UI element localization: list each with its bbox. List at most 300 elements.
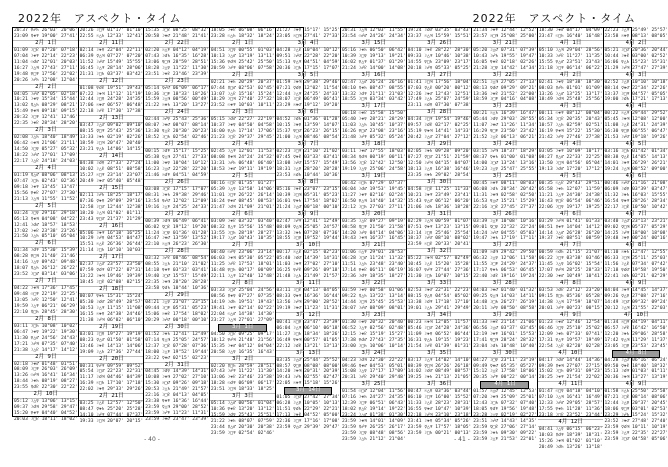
- date-header: 3月 18日: [341, 141, 406, 149]
- aspect-entry: 11:21 ☽△♆ 24°30' 24°38': [538, 192, 603, 198]
- aspect-entry: 04:38 ☽☌♀ 27°33' 27°24': [79, 161, 144, 167]
- aspect-entry: 15:30 ☉□♂ 09°26' 09°18': [145, 381, 209, 387]
- aspect-entry: 19:19 ☽⚹♂ 11°23' 11°31': [276, 305, 341, 311]
- aspect-entry: 02:44 ☽☍♀ 25°43' 25°36': [145, 117, 209, 123]
- aspect-entry: 17:31 ♀△♆ 19°57' 19°49': [538, 337, 603, 343]
- aspect-entry: 22:17 ☽□♇ 10°50' 10°42': [604, 204, 668, 210]
- aspect-entry: 13:46 ☽⚹♇ 14°13' 14°06': [79, 343, 144, 349]
- aspect-entry: 05:45 ☽⚹♃ 12°08' 12°00': [604, 117, 668, 123]
- aspect-entry: 07:51 ☿⚹♆ 13°23' 13°15': [407, 224, 472, 230]
- table-column: [79, 28, 145, 425]
- aspect-entry: 23:51 ☽☍♂ 14°43' 14°35': [473, 419, 537, 425]
- aspect-entry: 14:24 ☽☍♂ 04°55' 05°03': [473, 230, 537, 236]
- aspect-entry: 18:13 ☽△♀ 16°38' 16°46': [407, 166, 472, 172]
- date-header: 2月 20日: [79, 356, 144, 364]
- aspect-entry: 23:51 ☽⚹♇ 23°46' 23°39': [145, 71, 209, 77]
- aspect-entry: 22:36 ☽□♆ 17°16' 17°08': [276, 419, 341, 425]
- aspect-entry: 14:50 ☽□♀ 05°27' 05°32': [14, 147, 78, 153]
- aspect-entry: 18:02 ♀△♇ 19°14' 19°22': [342, 407, 406, 413]
- aspect-entry: 02:52 ☽△♀ 10°10' 10°18': [604, 79, 668, 85]
- aspect-entry: 23:58 ☿☌♄ 10°44' 10°36': [145, 286, 209, 292]
- aspect-entry: 20:42 ☽△♂ 27°04' 27°12': [407, 135, 472, 141]
- date-header: 2月 3日: [210, 109, 275, 117]
- aspect-entry: 11:32 ☽⚹♄ 16°03' 15°55': [604, 192, 668, 198]
- aspect-entry: 23:29 ☽☍♄ 15°24' 15°32': [604, 413, 668, 419]
- aspect-entry: 04:34 ☽□♆ 19°54' 19°46': [407, 117, 472, 123]
- aspect-entry: 07:43 ☽☍♆ 11°22' 11°30': [210, 369, 275, 375]
- aspect-entry: 04:21 ☽△♀ 23°07' 23°15': [145, 299, 209, 305]
- aspect-entry: 21:48 ☽☍♆ 05°32' 05°24': [342, 135, 406, 141]
- aspect-entry: 19:40 ☽□♂ 15°57' 15°49': [145, 274, 209, 280]
- date-header: 3月 5日: [276, 72, 341, 80]
- table-column: [210, 28, 276, 436]
- aspect-entry: 00:18 ☉⚹♇ 15°58' 15°50': [342, 111, 406, 117]
- aspect-entry: 11:55 ☽□♆ 24°29' 24°37': [473, 262, 537, 268]
- aspect-entry: 06:09 ☽☌♀ 03°39' 03°47': [604, 186, 668, 192]
- aspect-entry: 06:47 ☽⚹♀ 19°22' 19°30': [14, 329, 78, 335]
- aspect-entry: 23:00 ☽□♄ 10°06' 10°14': [342, 343, 406, 349]
- aspect-entry: 23:37 ☉△♃ 15°59' 15°51': [407, 33, 472, 39]
- aspect-entry: 06:39 ☿△♃ 07°27' 07°20': [79, 53, 144, 59]
- aspect-entry: 15:13 ♀△♆ 04°51' 04°59': [276, 59, 341, 65]
- aspect-entry: 06:33 ☽□♃ 25°11' 25°03': [604, 256, 668, 262]
- aspect-entry: 10:37 ☽⚹♀ 04°50' 04°58': [210, 123, 275, 129]
- aspect-entry: 09:49 ☿⚹♂ 05°35' 05°27': [473, 363, 537, 369]
- aspect-entry: 13:37 ☽□♆ 04°57' 05°05': [604, 91, 668, 97]
- aspect-entry: 18:59 ☽□♆ 04°16' 04°08': [473, 97, 537, 103]
- aspect-entry: 01:06 ☉△♆ 29°01' 28°53': [342, 250, 406, 256]
- aspect-entry: 01:47 ☉□♀ 04°18' 04°10': [538, 389, 603, 395]
- aspect-entry: 00:46 ☉☍♂ 21°16' 21°08': [604, 180, 668, 186]
- aspect-entry: 17:02 ☽⚹♇ 23°38' 23°26': [14, 228, 78, 234]
- aspect-entry: 23:52 ☽□♂ 03°14' 03°06': [14, 272, 78, 278]
- aspect-entry: 00:07 ♀⚹♄ 15°31' 15°24': [79, 294, 144, 300]
- aspect-entry: 22:10 ☉△♃ 26°23' 26°30': [145, 242, 209, 248]
- aspect-entry: 14:02 ☽☌♂ 08°49' 08°57': [407, 369, 472, 375]
- aspect-entry: 07:16 ☽⚹♄ 24°27' 24°35': [342, 395, 406, 401]
- aspect-entry: 20:36 ☽□♄ 17°15' 17°07': [276, 65, 341, 71]
- aspect-entry: 23:59 ☽☍♆ 11°23' 11°31': [145, 411, 209, 417]
- aspect-entry: 12:37 ☽□♇ 07°28' 07°36': [145, 343, 209, 349]
- aspect-entry: 04:28 ☽△♇ 10°04' 10°12': [276, 47, 341, 53]
- aspect-entry: 23:59 ☽△♄ 21°12' 21°04': [342, 436, 406, 442]
- aspect-entry: 01:41 ☽□♃ 17°56' 18°04': [407, 79, 472, 85]
- aspect-entry: 13:32 ☽⚹♄ 07°28' 07°36': [276, 230, 341, 236]
- aspect-entry: 03:17 ☽△♆ 14°02' 14°10': [407, 357, 472, 363]
- aspect-entry: 20:32 ☽□♆ 12°41' 12°46': [14, 115, 78, 121]
- aspect-entry: 18:22 ☽☍♂ 17°01' 17°09': [14, 153, 78, 159]
- aspect-entry: 01:34 ☉□♆ 04°19' 04°11': [604, 319, 668, 325]
- aspect-entry: 18:30 ☽⚹♂ 04°17' 04°09': [538, 28, 603, 33]
- aspect-entry: 12:58 ☽□♂ 12°44' 12°38': [79, 204, 144, 210]
- aspect-entry: 09:37 ☽☌♃ 29°58' 29°47': [14, 405, 78, 411]
- aspect-entry: 17:21 ☽☍♃ 07°35' 07°40': [14, 341, 78, 347]
- date-header: 2月 2日: [13, 84, 78, 92]
- aspect-entry: 15:49 ♀⚹♃ 09°18' 09°15': [14, 109, 78, 115]
- aspect-entry: 17:06 ☉⚹♂ 06°57' 06°48': [79, 103, 144, 109]
- date-header: 2月 24日: [144, 109, 209, 117]
- date-header: 2月 14日: [79, 153, 144, 161]
- aspect-entry: 14:44 ☽□♃ 25°45' 25°53': [342, 299, 406, 305]
- aspect-entry: 06:57 ☽☍♇ 16°42' 16°50': [604, 325, 668, 331]
- aspect-entry: 10:53 ☽△♆ 11°15' 11°08': [79, 305, 144, 311]
- aspect-entry: 23:59 ☿△♃ 29°00' 28°52': [145, 405, 209, 411]
- aspect-entry: 22:54 ☽△♇ 02°20' 02°28': [538, 343, 603, 349]
- aspect-entry: 16:05 ♀⚹♇ 02°18' 02°26': [473, 59, 537, 65]
- date-header: 3月 21日: [472, 40, 537, 48]
- aspect-entry: 02:23 ☽□♆ 21°10' 21°02': [276, 149, 341, 155]
- aspect-entry: 12:19 ☽⚹♆ 16°01' 15°53': [473, 331, 537, 337]
- aspect-entry: 10:03 ☿☌♆ 18°39' 18°31': [538, 433, 603, 438]
- aspect-entry: 13:33 ☽⚹♄ 02°19' 02°26': [79, 135, 144, 141]
- aspect-entry: 08:15 ☿□♆ 25°43' 25°36': [79, 129, 144, 135]
- aspect-entry: 05:44 ☽☌♀ 29°03' 28°55': [473, 117, 537, 123]
- aspect-entry: 15:19 ♀⚹♃ 14°41' 14°33': [407, 129, 472, 135]
- aspect-entry: 08:37 ☿⚹♄ 01°00' 01°08': [473, 155, 537, 161]
- aspect-entry: 23:35 ☉⚹♄ 29°02' 28°54': [407, 172, 472, 178]
- aspect-entry: 03:16 ☽□♄ 01°42' 01°34': [604, 149, 668, 155]
- aspect-entry: 02:47 ☽△♂ 26°24' 26°16': [342, 79, 406, 85]
- aspect-entry: 09:26 ☿△♀ 27°08' 27°16': [604, 294, 668, 300]
- aspect-entry: 20:01 ☽☍♆ 00°23' 00°15': [538, 305, 603, 311]
- aspect-entry: 01:52 ☽⚹♄ 12°41' 12°49': [145, 331, 209, 337]
- date-header: 3月 2日: [210, 356, 275, 364]
- aspect-entry: 10:43 ☽☍♄ 19°55' 19°47': [473, 53, 537, 59]
- aspect-entry: 21:06 ☽☌♄ 18°36' 18°28': [407, 204, 472, 210]
- aspect-entry: 11:25 ☽☍♇ 17°53' 18°01': [210, 262, 275, 268]
- aspect-entry: 20:53 ☽△♄ 21°49' 21°57': [145, 387, 209, 393]
- aspect-entry: 06:56 ☽△♂ 03°37' 03°45': [473, 325, 537, 331]
- aspect-entry: 14:55 ♀□♄ 23°09' 23°17': [407, 59, 472, 65]
- date-header: 3月 32日: [407, 248, 472, 256]
- aspect-entry: 12:44 ☽△♆ 24°25' 24°33': [276, 91, 341, 97]
- date-header: 2月 7日: [210, 242, 275, 250]
- aspect-entry: 15:36 ♀☌♃ 25°42' 25°50': [210, 59, 275, 65]
- aspect-entry: 04:10 ☽⚹♇ 28°22' 28°30': [407, 47, 472, 53]
- aspect-entry: 05:10 ☽△♃ 29°04' 28°56': [538, 47, 603, 53]
- aspect-entry: 19:09 ☽△♄ 27°36' 27°44': [79, 349, 144, 355]
- date-header: 3月 9日: [276, 211, 341, 219]
- aspect-entry: 18:20 ☽△♃ 01°02' 01°11': [79, 210, 144, 216]
- aspect-entry: 18:29 ☽□♃ 27°40' 27°32': [210, 97, 275, 103]
- aspect-entry: 14:49 ☽□♂ 09°32' 09°24': [604, 299, 668, 305]
- aspect-entry: 16:26 ♀□♂ 23°08' 23°16': [342, 129, 406, 135]
- aspect-entry: 07:22 ☽⚹♃ 11°12' 11°19': [79, 91, 144, 97]
- table-column: [407, 28, 473, 436]
- aspect-entry: 02:20 ☿□♄ 28°59' 28°51': [210, 363, 275, 369]
- aspect-entry: 10:13 ☽△♂ 13°19' 13°11': [210, 53, 275, 59]
- date-header: 2月 17日: [79, 254, 144, 262]
- right-page: [340, 0, 668, 467]
- aspect-entry: 09:01 ☿□♀ 22°32' 22°24': [473, 224, 537, 230]
- aspect-entry: 16:55 ♀⚹♂ 10°47' 10°39': [407, 407, 472, 413]
- date-header: 3月 21日: [341, 242, 406, 250]
- aspect-entry: 02:29 ☽△♃ 00°59' 01°07': [407, 218, 472, 224]
- aspect-entry: 19:24 ☽☌♂ 03°35' 03°43': [407, 28, 472, 33]
- aspect-entry: 17:49 ☽△♄ 25°07' 24°59': [407, 97, 472, 103]
- aspect-entry: 07:36 ☿⚹♀ 29°09' 29°16': [79, 198, 144, 204]
- date-header: 3月 24日: [341, 350, 406, 358]
- aspect-entry: 15:12 ☽△♇ 17°58' 18°06': [473, 369, 537, 375]
- date-header: 4月 11日: [538, 381, 603, 389]
- aspect-entry: 23:05 ☉□♃ 27°41' 27°33': [276, 33, 341, 39]
- aspect-entry: 19:48 ☽⚹♀ 00°24' 00°16': [604, 236, 668, 242]
- aspect-entry: 01:05 ☽□♂ 27°42' 27°34': [276, 395, 341, 401]
- aspect-entry: 06:08 ☽☌♄ 20°34' 20°42': [473, 186, 537, 192]
- aspect-entry: 14:20 ☽⚹♃ 20°31' 20°39': [276, 369, 341, 375]
- date-header: 4月 8日: [612, 350, 661, 358]
- date-header: 3月 25日: [341, 381, 406, 389]
- aspect-entry: 03:11 ☽□♄ 10°08' 10°02': [14, 323, 78, 329]
- date-header: 2月 27日: [144, 211, 209, 219]
- date-header: 3月 22日: [472, 72, 537, 80]
- aspect-entry: 12:09 ☽⚹♄ 07°33' 07°41': [538, 331, 603, 337]
- aspect-entry: 22:35 ☽⚹♇ 28°34' 28°20': [14, 121, 78, 127]
- aspect-entry: 02:18 ☽⚹♂ 01°48' 01°51': [14, 361, 78, 367]
- aspect-entry: 19:13 ☽☌♂ 17°20' 17°12': [538, 166, 603, 172]
- date-header: 2月 6日: [210, 211, 275, 219]
- aspect-entry: 23:44 ☿△♂ 20°30' 20°38': [210, 425, 275, 431]
- aspect-entry: 21:18 ☽□♆ 06°14' 06°22': [538, 65, 603, 71]
- aspect-entry: 23:52 ☉⚹♆ 10°03' 10°11': [210, 103, 275, 109]
- aspect-entry: 05:15 ☽☌♂ 22°27' 22°19': [210, 117, 275, 123]
- aspect-entry: 18:06 ♀□♆ 03°01' 02°53': [604, 407, 668, 413]
- aspect-entry: 10:29 ☽☍♀ 04°53' 04°47': [79, 236, 144, 242]
- aspect-entry: 09:18 ☽⚹♆ 13°45' 13°47': [14, 184, 78, 190]
- aspect-entry: 01:58 ☉△♄ 25°50' 25°58': [604, 389, 668, 395]
- aspect-entry: 20:07 ☽☍♂ 08°09' 08°01': [342, 305, 406, 311]
- aspect-entry: 00:45 ☉⚹♆ 08°11' 08°03': [473, 180, 537, 186]
- aspect-entry: 19:59 ☽△♆ 06°21' 06°29': [14, 303, 78, 309]
- aspect-entry: 14:16 ☽△♀ 09°42' 09°48': [14, 260, 78, 266]
- aspect-entry: 23:59 ☽□♀ 08°48' 08°56': [342, 431, 406, 436]
- aspect-entry: 13:55 ☽□♄ 28°19' 28°27': [210, 230, 275, 236]
- aspect-entry: 16:27 ☽△♃ 27°43' 27°11': [14, 65, 78, 71]
- date-header: 3月 12日: [276, 312, 341, 320]
- aspect-entry: 10:21 ☽⚹♆ 23°49' 23°41': [407, 192, 472, 198]
- aspect-entry: 07:03 ☿△♇ 00°20' 00°12': [407, 85, 472, 91]
- date-header: 2月 11日: [79, 40, 144, 48]
- aspect-entry: 08:13 ☿☌♂ 09°29' 09°21': [473, 85, 537, 91]
- date-header: 2月 16日: [79, 223, 144, 231]
- date-header: 2月 6日: [13, 240, 78, 248]
- aspect-entry: 13:38 ☽☌♆ 17°18' 17°10': [407, 299, 472, 305]
- aspect-entry: 05:22 ☽⚹♃ 02°57' 02°49': [407, 256, 472, 262]
- aspect-entry: 00:42 ☉□♄ 07°29' 07°37': [342, 180, 406, 186]
- aspect-entry: 22:18 ☽☍♃ 23°10' 23°18': [407, 413, 472, 419]
- aspect-entry: 10:12 ♀☍♃ 21°48' 21°56': [210, 337, 275, 343]
- aspect-entry: 15:51 ☉△♇ 26°36' 26°44': [79, 242, 144, 248]
- aspect-entry: 17:07 ♀☍♃ 28°25' 28°33': [538, 268, 603, 274]
- aspect-entry: 08:09 ☿△♃ 25°05' 24°57': [276, 224, 341, 230]
- aspect-entry: 22:16 ☽□♇ 04°13' 04°05': [145, 393, 209, 399]
- aspect-entry: 10:45 ☽△♇ 15°20' 15°28': [407, 262, 472, 268]
- aspect-entry: 17:18 ♀☌♂ 19°58' 19°50': [604, 268, 668, 274]
- date-header: 3月 30日: [472, 350, 537, 358]
- aspect-entry: 08:31 ☽⚹♄ 29°38' 29°46': [145, 192, 209, 198]
- aspect-entry: 11:09 ☽⚹♀ 06°52' 06°44': [407, 331, 472, 337]
- aspect-entry: 23:59 ☿△♆ 17°57' 18°05': [407, 425, 472, 431]
- aspect-entry: 15:59 ☽△♃ 00°56' 00°49': [145, 97, 209, 103]
- aspect-entry: 14:25 ☽☍♆ 18°00' 18°08': [604, 230, 668, 236]
- table-column: [13, 28, 79, 423]
- aspect-entry: 05:40 ☽⚹♀ 28°21' 28°29': [342, 117, 406, 123]
- aspect-entry: 23:53 ☉☌♄ 10°44' 10°36': [276, 172, 341, 178]
- aspect-entry: 23:04 ☽☌♄ 10°48' 10°40': [473, 343, 537, 349]
- aspect-entry: 08:57 ☿□♀ 08°08' 08°00': [276, 363, 341, 369]
- aspect-entry: 10:15 ☽⚹♀ 13°59' 14°07': [276, 123, 341, 129]
- aspect-entry: 20:11 ☽☍♀ 08°50' 08°58': [473, 305, 537, 311]
- aspect-entry: 01:57 ☉△♂ 12°45' 12°53': [473, 389, 537, 395]
- aspect-entry: 03:09 ☽⚹♇ 03°32' 03°40': [210, 218, 275, 224]
- aspect-entry: 21:38 ☽☍♃ 06°02' 06°10': [79, 317, 144, 323]
- aspect-entry: 23:59 ☿△♂ 29°39' 29°47': [276, 425, 341, 431]
- aspect-entry: 05:20 ☽△♂ 07°31' 07°39': [473, 47, 537, 53]
- aspect-entry: 05:46 ☽□♂ 24°28' 24°36': [407, 325, 472, 331]
- date-header: 4月 7日: [604, 211, 668, 219]
- aspect-entry: 23:57 ☉□♃ 25°08' 25°00': [473, 33, 537, 39]
- aspect-entry: 20:31 ☽△♃ 12°03' 11°55': [342, 28, 406, 33]
- aspect-entry: 13:26 ☉☍♃ 16°41' 16°34': [14, 373, 78, 379]
- aspect-entry: 06:52 ☽△♆ 02°56' 02°48': [342, 325, 406, 331]
- aspect-entry: 21:53 ☽☍♂ 19°18' 19°26': [604, 135, 668, 141]
- date-header: 2月 31日: [144, 362, 209, 370]
- aspect-entry: 02:51 ☽△♃ 27°05' 27°13': [473, 79, 537, 85]
- aspect-entry: 17:55 ♀⚹♄ 11°28' 11°36': [538, 407, 603, 413]
- aspect-entry: 11:17 ☽☌♃ 04°46' 04°39': [79, 375, 144, 381]
- date-header: 3月 26日: [407, 40, 472, 48]
- aspect-entry: 12:41 ☽☌♂ 18°57' 18°53': [14, 222, 78, 228]
- aspect-entry: 17:13 ☽⚹♇ 04°52' 05°00': [276, 413, 341, 419]
- aspect-entry: 10:39 ☽□♃ 05°31' 05°23': [276, 192, 341, 198]
- aspect-entry: 11:01 ☽□♆ 26°22' 26°14': [210, 192, 275, 198]
- aspect-entry: 00:35 ☉△♇ 29°43' 29°51': [538, 180, 603, 186]
- aspect-entry: 23:59 ☿☌♃ 10°11' 10°19': [604, 425, 668, 431]
- aspect-entry: 22:18 ☽☍♇ 17°30' 17°38': [79, 109, 144, 115]
- aspect-entry: 14:20 ☽☍♀ 04°14' 04°06': [342, 230, 406, 236]
- aspect-entry: 20:36 ☽⚹♃ 13°27' 13°19': [604, 375, 668, 381]
- aspect-entry: 22:41 ☽☌♄ 02°21' 02°29': [604, 274, 668, 280]
- aspect-entry: 07:47 ☽□♄ 02°43' 02°36': [14, 178, 78, 184]
- page-title: 2022年 アスペクト・タイム: [472, 12, 636, 25]
- aspect-entry: 23:05 ☽□♀ 23°53' 23°45': [604, 343, 668, 349]
- aspect-entry: 18:49 ☽☌♃ 25°48' 25°56': [538, 97, 603, 103]
- aspect-entry: 23:52 ☽⚹♂ 27°48' 27°40': [604, 419, 668, 425]
- date-header: 3月 28日: [407, 109, 472, 117]
- aspect-entry: 07:21 ☽□♇ 08°14' 08°06': [604, 395, 668, 401]
- aspect-entry: 06:28 ☽□♂ 11°24' 11°32': [342, 256, 406, 262]
- aspect-entry: 05:40 ☽☌♂ 14°39' 14°31': [276, 256, 341, 262]
- aspect-entry: 00:59 ☉☌♄ 21°15' 21°07': [538, 250, 603, 256]
- date-header: 2月 3日: [13, 127, 78, 135]
- aspect-entry: 21:00 ☽△♃ 08°46' 08°54': [276, 135, 341, 141]
- aspect-entry: 12:33 ☽☍♂ 29°05' 28°57': [538, 401, 603, 407]
- aspect-entry: 06:46 ☽□♀ 25°10' 25°02': [538, 325, 603, 331]
- aspect-entry: 04:23 ☽☌♃ 22°30' 22°22': [342, 357, 406, 363]
- aspect-table: [340, 27, 668, 450]
- aspect-entry: 08:39 ☿□♃ 26°26' 26°18': [407, 363, 472, 369]
- aspect-entry: 20:03 ☽□♇ 18°11' 18°02': [14, 417, 78, 423]
- aspect-entry: 12:39 ☽□♆ 06°51' 06°43': [342, 401, 406, 407]
- aspect-entry: 07:20 ☽⚹♃ 25°09' 25°01': [473, 395, 537, 401]
- aspect-entry: 17:42 ♀△♃ 11°29' 11°37': [604, 337, 668, 343]
- aspect-entry: 09:33 ☽△♆ 10°46' 10°38': [407, 53, 472, 59]
- date-header: 4月 3日: [604, 72, 668, 80]
- table-column: [604, 28, 668, 442]
- aspect-entry: 17:14 ♀⚹♇ 06°11' 06°19': [342, 268, 406, 274]
- aspect-entry: 23:09 ☿⚹♆ 19°00' 27°41': [14, 33, 78, 39]
- date-header: 4月 4日: [538, 141, 603, 149]
- table-column: [144, 28, 210, 423]
- date-header: 2月 12日: [79, 78, 144, 86]
- date-header: 3月 35日: [407, 350, 472, 358]
- aspect-entry: 16:43 ♀□♇ 06°54' 06°46': [538, 198, 603, 204]
- date-header: 4月 7日: [538, 242, 603, 250]
- aspect-entry: 11:08 ☽△♇ 24°31' 24°39': [604, 123, 668, 129]
- aspect-entry: 05:12 ☽△♀ 13°06' 13°15': [14, 399, 78, 405]
- aspect-entry: 15:13 ☽☌♆ 01°03' 01°11': [604, 369, 668, 375]
- date-header: 2月 2日: [210, 72, 275, 80]
- aspect-entry: 16:53 ♀△♂ 15°21' 15°29': [473, 198, 537, 204]
- date-header: 3月 28日: [472, 280, 537, 288]
- aspect-entry: 19:37 ☽⚹♇ 08°51' 08°59': [538, 236, 603, 242]
- date-header: 4月 9日: [538, 312, 603, 320]
- date-header: 2月 1日: [210, 40, 275, 48]
- aspect-entry: 23:54 ☉☍♂ 24°26' 24°34': [342, 33, 406, 39]
- aspect-entry: 05:38 ☿△♃ 27°41' 27°33': [145, 155, 209, 161]
- date-header: 2月 4日: [13, 165, 78, 173]
- aspect-entry: 20:49 ☽☌♄ 13°26' 13°18': [538, 444, 603, 450]
- aspect-entry: 05:06 ☽⚹♆ 16°18' 16°25': [79, 230, 144, 236]
- aspect-entry: 22:04 ☉△♂ 14°38' 14°30': [210, 311, 275, 317]
- aspect-entry: 11:00 ☽⚹♀ 10°04' 10°12': [145, 161, 209, 167]
- aspect-entry: 02:20 ☉△♆ 04°12' 04°19': [145, 47, 209, 53]
- aspect-entry: 00:39 ☽☌♃ 06°49' 06°41': [145, 218, 209, 224]
- aspect-entry: 07:21 ☿☌♀ 12°02' 11°54': [276, 85, 341, 91]
- aspect-entry: 12:20 ☽⚹♄ 29°06' 28°58': [604, 331, 668, 337]
- aspect-entry: 13:32 ☽☌♆ 21°11' 21°03': [342, 91, 406, 97]
- date-header: 3月 1日: [218, 324, 267, 332]
- aspect-entry: 20:29 ☽☍♂ 00°18' 00°10': [145, 317, 209, 323]
- aspect-entry: 03:40 ☽△♂ 23°13' 23°21': [604, 218, 668, 224]
- aspect-entry: 08:03 ☿☍♄ 01°01' 01°09': [538, 85, 603, 91]
- aspect-entry: 16:19 ♀⚹♃ 15°22' 15°30': [538, 129, 603, 135]
- aspect-entry: 13:02 ☿△♄ 08°29' 08°21': [14, 103, 78, 109]
- date-header: 3月 3日: [210, 393, 275, 401]
- date-header: 2月 7日: [13, 278, 78, 286]
- aspect-entry: 01:59 ☽⚹♃ 29°38' 29°46': [276, 79, 341, 85]
- aspect-entry: 23:59 ☿☍♆ 26°25' 26°17': [342, 425, 406, 431]
- aspect-entry: 03:29 ☽☍♃ 01°41' 01°33': [538, 218, 603, 224]
- aspect-entry: 08:09 ☽□♆ 26°03' 26°09': [14, 367, 78, 373]
- aspect-entry: 01:10 ☉⚹♄ 12°47' 12°55': [604, 250, 668, 256]
- aspect-entry: 03:11 ☽⚹♂ 17°55' 18°03': [342, 149, 406, 155]
- aspect-entry: 15:43 ♀△♂ 06°12' 06°20': [407, 198, 472, 204]
- aspect-entry: 22:17 ☽△♇ 24°18' 24°03': [14, 159, 78, 165]
- date-header: 4月 3日: [538, 103, 603, 111]
- aspect-entry: 02:37 ☽△♂ 23°57' 23°50': [79, 262, 144, 268]
- aspect-entry: 18:55 ☽□♀ 19°52' 19°44': [276, 236, 341, 242]
- aspect-entry: 06:42 ☉⚹♃ 21°06' 21°11': [14, 141, 78, 147]
- aspect-entry: 02:41 ☽⚹♀ 18°38' 18°30': [538, 79, 603, 85]
- date-header: 4月 5日: [604, 141, 668, 149]
- aspect-entry: 09:48 ☉□♆ 22°19' 22°25': [14, 292, 78, 298]
- date-header: 4月 9日: [604, 381, 668, 389]
- aspect-entry: 10:08 ☽⚹♃ 27°02' 27°10': [145, 375, 209, 381]
- aspect-entry: 21:13 ☽△♃ 11°55' 11°52': [14, 196, 78, 202]
- aspect-entry: 02:14 ☽⚹♀ 22°04' 22°11': [79, 47, 144, 53]
- aspect-entry: 03:33 ☽□♂ 25°04' 24°56': [210, 288, 275, 294]
